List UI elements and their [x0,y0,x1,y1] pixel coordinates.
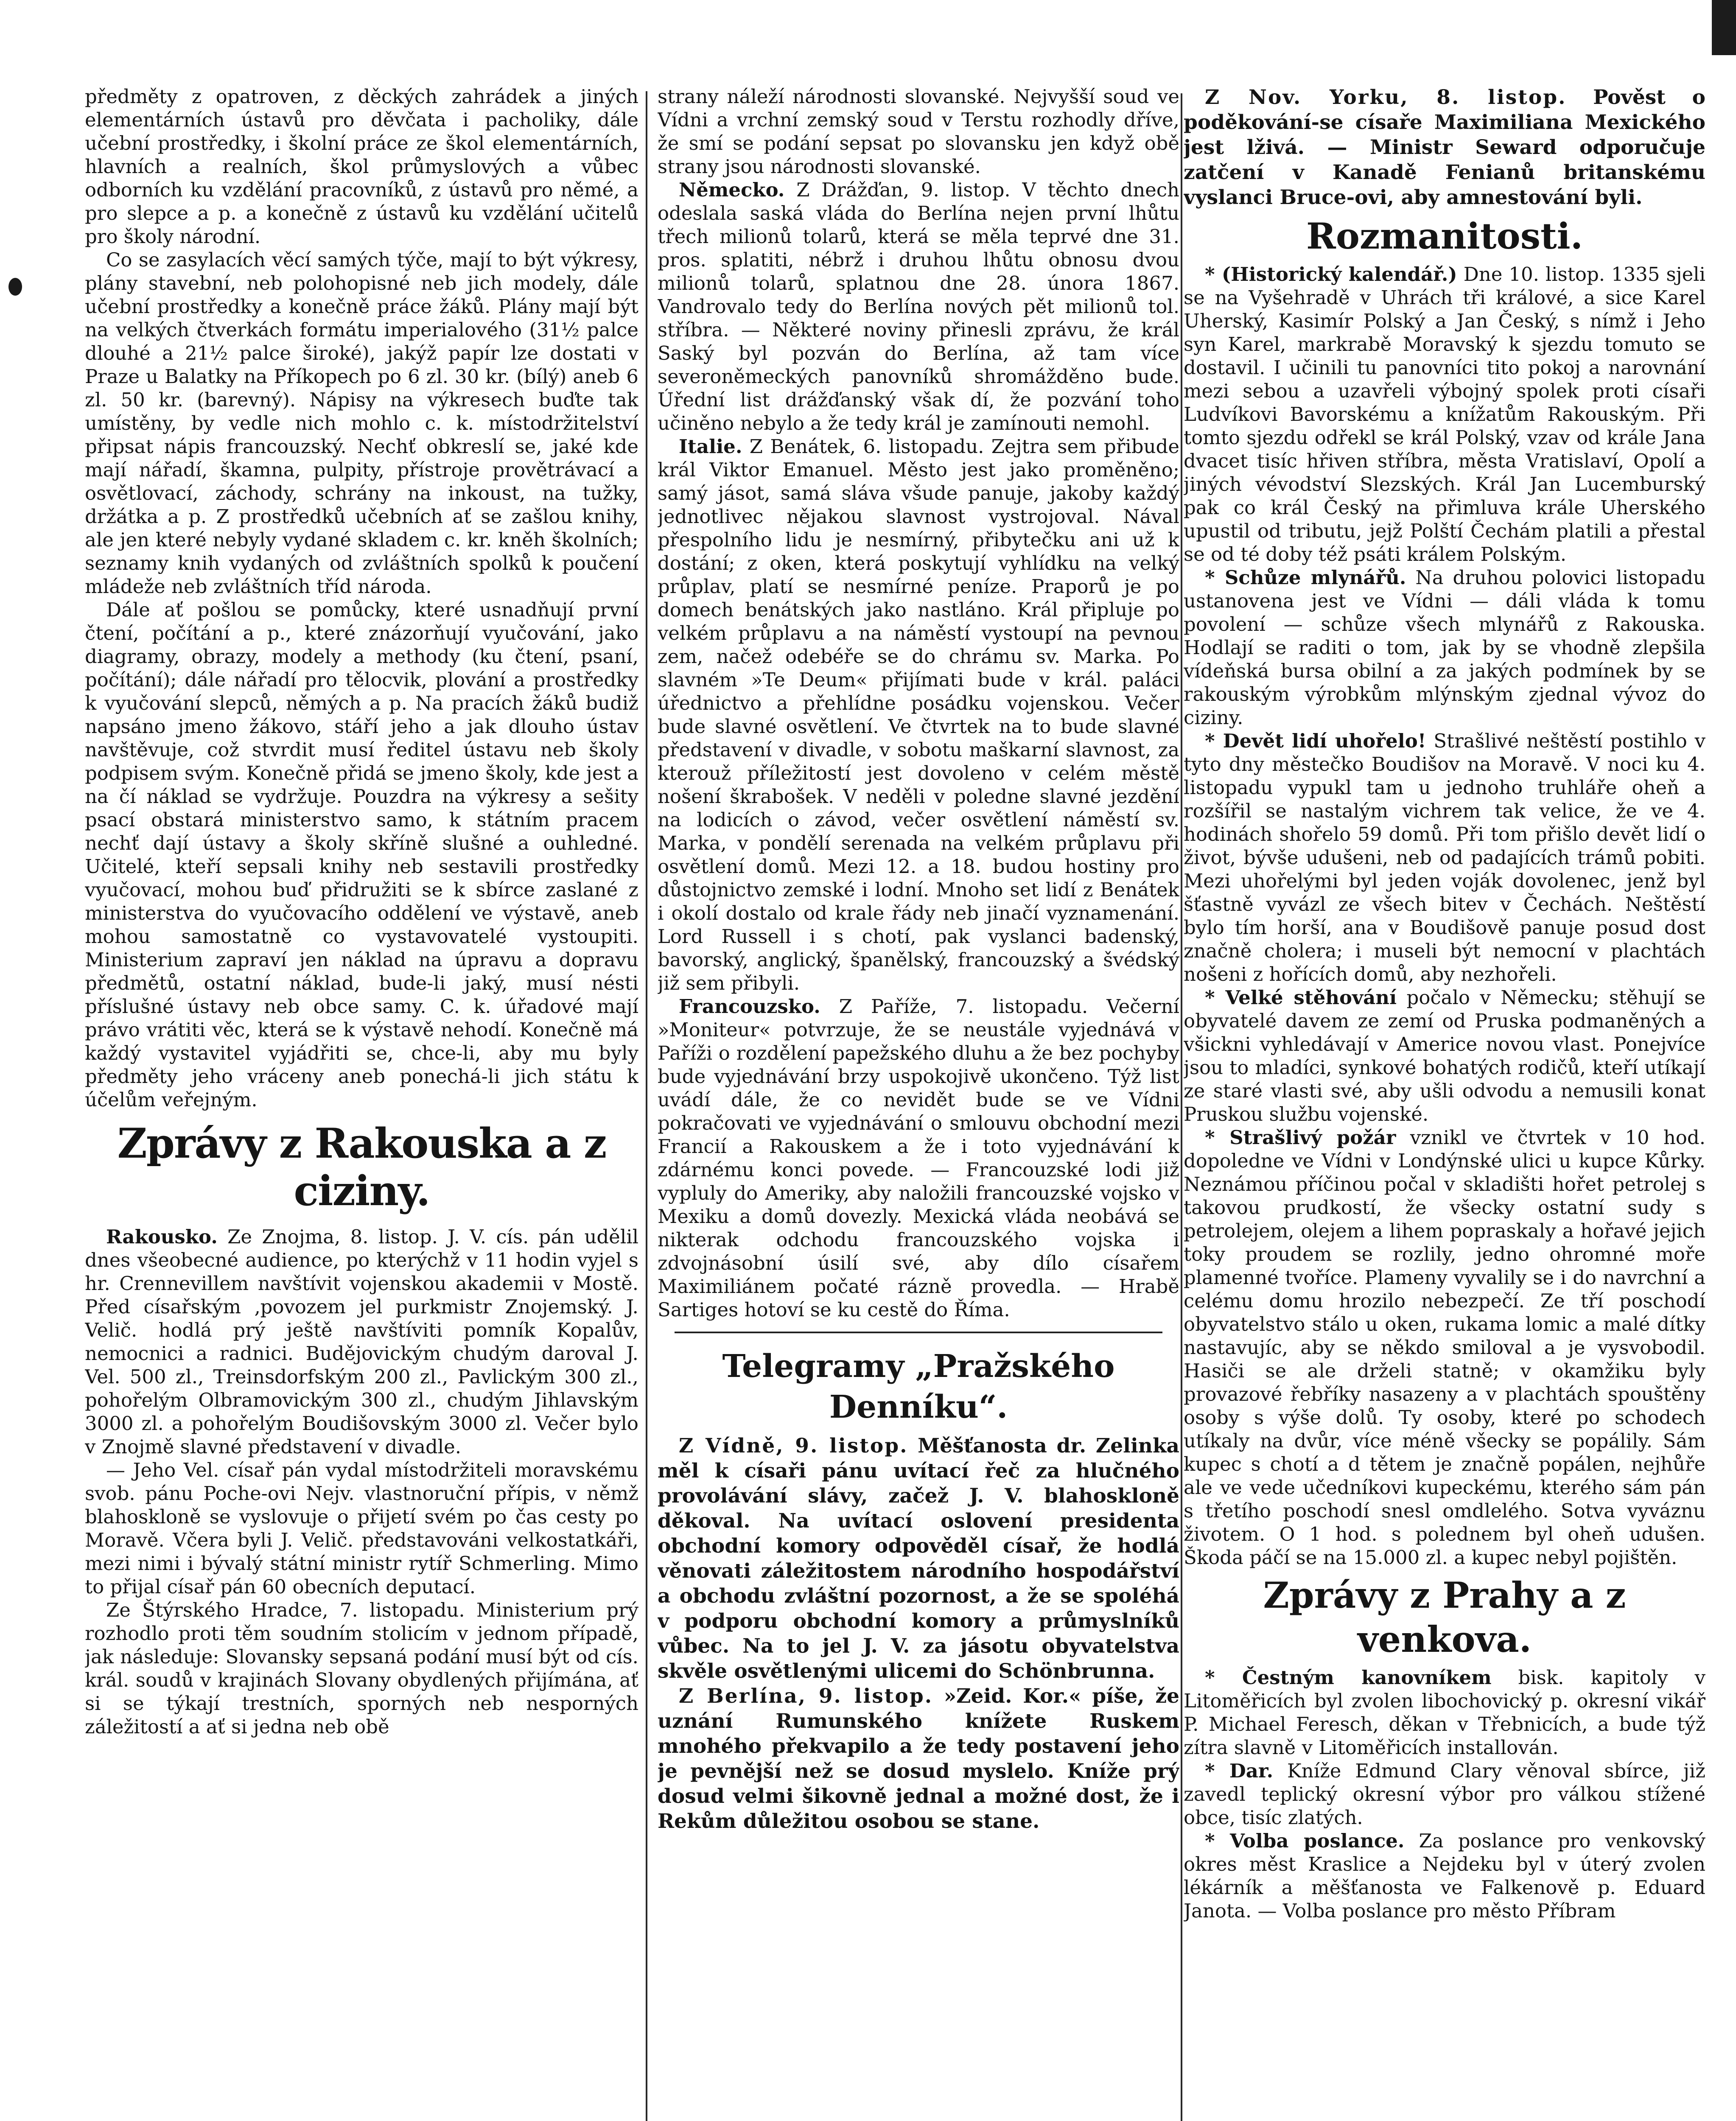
telegram-item [658,1684,1179,1834]
misc-item [1184,263,1705,566]
telegram-text: Měšťanosta dr. Zelinka měl k císaři pánu uvítací řeč za hlučného provolávání slávy, začež J. V. blahoskloně děkoval. Na uvítací oslovení presidenta obchodní komory odpověděl císař, že hodlá věnovati záležitostem národního hospodářství a obchodu zvláštní pozornost, a že se spoléhá v podporu obchodní komory a průmyslníků vůbec. Na to jel J. V. za jásotu obyvatelstva skvěle osvětlenými ulicemi do Schönbrunna. [658,1434,1179,1683]
local-text: bisk. kapitoly v Litoměřicích byl zvolen libochovický p. okresní vikář P. Michael Feresch, děkan v Třebnicích, a bude týž zítra slavně v Litoměřicích installován. [1184,1666,1705,1759]
article-paragraph: Co se zasylacích věcí samých týče, mají to být výkresy, plány stavební, neb polohopisné neb jich modely, dále učební prostředky a konečně práce žáků. Plány mají být na velkých čtverkách formátu imperialového (31½ palce dlouhé a 21½ palce široké), jakýž papír lze dostati v Praze u Balatky na Příkopech po 6 zl. 30 kr. (bílý) aneb 6 zl. 50 kr. (barevný). Nápisy na výkresech buďte tak umístěny, by vedle nich mohlo c. k. místodržitelství připsat nápis francouzský. Nechť obkreslí se, jaké kde mají nářadí, škamna, pulpity, přístroje provětrávací a osvětlovací, záchody, schrány na inkoust, na tužky, držátka a p. Z prostředků učebních ať se zašlou knihy, ale jen které nebyly vydané skladem c. kr. kněh školních; seznamy knih vydaných od zvláštních spolků k poučení mládeže neb zvláštních tříd národa. [85,249,638,598]
news-text: Z Drážďan, 9. listop. V těchto dnech odeslala saská vláda do Berlína nejen první lhůtu třech milionů tolarů, která se měla teprvé dne 31. pros. splatiti, nébrž i druhou lhůtu obnosu dvou milionů tolarů, splatnou dne 28. února 1867. Vandrovalo tedy do Berlína nových pět milionů tol. stříbra. — Některé noviny přinesli zprávu, že král Saský byl pozván do Berlína, až tam více severoněmeckých panovníků shromážděno bude. Úřední list drážďanský však dí, že pozvání toho učiněno nebylo a že tedy král je zamínouti nemohl. [658,179,1179,434]
news-lead: Francouzsko. [679,995,820,1018]
misc-text: Dne 10. listop. 1335 sjeli se na Vyšehradě v Uhrách tři králové, a sice Karel Uherský, Kasimír Polský a Jan Český, s nímž i Jeho syn Karel, markrabě Moravský k sjezdu tomuto se dostavil. I učinili tu panovníci tito pokoj a narovnání mezi sebou a uzavřeli výbojný spolek proti císaři Ludvíkovi Bavorskému a knížatům Rakouským. Při tomto sjezdu odřekl se král Polský, vzav od krále Jana dvacet tisíc hřiven stříbra, města Vratislaví, Opolí a jiných vévodství Slezských. Král Jan Lucemburský pak co král Český na přimluva krále Uherského upustil od tributu, jejž Polští Čechám platili a přestal se od té doby též psáti králem Polským. [1184,263,1705,565]
local-lead: * Volba poslance. [1205,1830,1405,1852]
local-text: Za poslance pro venkovský okres měst Kraslice a Nejdeku byl v úterý zvolen lékárník a měšťanosta ve Falkenově p. Eduard Janota. — Volba poslance pro město Příbram [1184,1830,1705,1922]
news-item [658,85,1179,178]
telegram-lead: Z Berlína, 9. listop. [679,1684,933,1708]
misc-text: vznikl ve čtvrtek v 10 hod. dopoledne ve Vídni v Londýnské ulici u kupce Kůrky. Neznámou příčinou počal v skladišti hořet petrolej s takovou prudkostí, že všecky ostatní sudy s petrolejem, olejem a lihem popraskaly a hořavé jejich toky proudem se rozlily, jedno ohromné moře plamenné tvoříce. Plameny vyvalily se i do navrchní a celému domu hrozilo nebezpečí. Ze tří poschodí obyvatelstvo stálo u oken, rukama lomic a malé dítky nastavujíc, aby se někdo smiloval a je vysvobodil. Hasiči se ale drželi statně; v okamžiku byly provazové řebříky nasazeny a v plachtách spouštěny osoby s výše dolů. Ty osoby, které po schodech utíkaly na dvůr, více méně všecky se popálily. Sám kupec s chotí a d tětem je značně popálen, nejhůře ale ve vede učedníkovi kupeckému, kterého sám pán s třetího poschodí snesl omdlelého. Sotva vyváznu životem. O 1 hod. s polednem byl oheň udušen. Škoda páčí se na 15.000 zl. a kupec nebyl pojištěn. [1184,1126,1705,1569]
telegram-item [658,1433,1179,1684]
column-3 [1184,85,1705,2121]
misc-lead: * Devět lidí uhořelo! [1205,730,1426,752]
news-item [85,1225,638,1458]
news-text: Ze Znojma, 8. listop. J. V. cís. pán udělil dnes všeobecné audience, po kterýchž v 11 hodin vyjel s hr. Crennevillem navštívit vojenskou akademii v Mostě. Před císařským ‚povozem jel purkmistr Znojemský. J. Velič. hodlá prý ještě navštíviti pomník Kopalův, nemocnici a radnici. Budějovickým chudým daroval J. Vel. 500 zl., Treinsdorfským 200 zl., Pavlickým 300 zl., pohořelým Olbramovickým 300 zl., chudým Jihlavským 3000 zl. a pohořelým Boudišovským 3000 zl. Večer bylo v Znojmě slavné představení v divadle. [85,1226,638,1458]
misc-lead: * (Historický kalendář.) [1205,263,1457,285]
misc-lead: * Schůze mlynářů. [1205,566,1406,589]
section-title-austria: Zprávy z Rakouska a z ciziny. [117,1119,606,1215]
article-paragraph: Dále ať pošlou se pomůcky, které usnadňují první čtení, počítání a p., které znázorňují vyučování, jako diagramy, obrazy, modely a methody (ku čtení, psaní, počítání); dále nářadí pro tělocvik, plování a prostředky k vyučování slepců, němých a p. Na pracích žáků budiž napsáno jmeno žákovo, stáří jeho a jak dlouho ústav navštěvuje, což stvrdit musí ředitel ústavu neb školy podpisem svým. Konečně přidá se jmeno školy, kde jest a na čí náklad se vydržuje. Pouzdra na výkresy a sešity psací obstará ministerstvo samo, k státním pracem nechť dají ústavy a školy skříně slušné a ouhledné. Učitelé, kteří sepsali knihy neb sestavili prostředky vyučovací, mohou buď přidružiti se k sbírce zaslané z ministerstva do vyučovacího oddělení ve výstavě, aneb mohou samostatně co vystavovatelé vystoupiti. Ministerium zapraví jen náklad na úpravu a dopravu předmětů, ostatní náklad, bude-li jaký, musí nésti příslušné ústavy neb obce samy. C. k. úřadové mají právo vrátiti věc, která se k výstavě nehodí. Konečně má každý vystavitel vyjádřiti se, chce-li, aby mu byly předměty jeho vráceny aneb ponechá-li jich státu k účelům veřejným. [85,599,638,1111]
misc-text: Strašlivé neštěstí postihlo v tyto dny městečko Boudišov na Moravě. V noci ku 4. listopadu vypukl tam u jednoho truhláře oheň a rozšířil se nastalým vichrem tak velice, že ve 4. hodinách shořelo 59 domů. Při tom přišlo devět lidí o život, bývše udušeni, neb od padajících trámů pobiti. Mezi uhořelými byl jeden voják dovolenec, jenž byl šťastně vyvázl ze všech bitev v Čechách. Neštěstí bylo tím horší, ana v Boudišově panuje posud dost značně cholera; i museli být nemocní v plachtách nošeni z hořících domů, aby nezhořeli. [1184,730,1705,985]
misc-text: počalo v Německu; stěhují se obyvatelé davem ze zemí od Pruska podmaněných a všickni vyhledávají v Americe novou vlast. Ponejvíce jsou to mladíci, synkové bohatých rodičů, kteří utíkají ze staré vlasti své, aby ušli odvodu a nemusili konat Pruskou službu vojenské. [1184,986,1705,1125]
misc-lead: * Velké stěhování [1205,986,1397,1009]
telegram-lead: Z Vídně, 9. listop. [679,1434,908,1458]
section-divider [675,1332,1162,1333]
news-lead: Italie. [679,435,742,458]
news-text: Ze Štýrského Hradce, 7. listopadu. Ministerium prý rozhodlo proti těm soudním stolicím v jednom případě, jak následuje: Slovansky sepsaná podání musí být od cís. král. soudů v krajinách Slovany obydlených přijímána, ať si se týkají trestních, sporných neb nesporných záležitostí a ať si jedna neb obě [85,1599,638,1738]
local-item [1184,1829,1705,1922]
column-rule-left [646,91,647,2121]
telegram-text: Pověst o poděkování-se císaře Maximiliana Mexického jest lživá. — Ministr Seward odporučuje zatčení v Kanadě Fenianů britanskému vyslanci Bruce-ovi, aby amnestování byli. [1184,86,1705,209]
column-1 [85,85,638,2121]
section-title-miscellany: Rozmanitosti. [1306,215,1583,257]
newyork-telegram [1184,85,1705,210]
news-item [658,178,1179,435]
news-item [658,995,1179,1321]
news-lead: Německo. [679,179,785,201]
telegram-text: »Zeid. Kor.« píše, že uznání Rumunského knížete Ruskem mnohého překvapilo a že tedy postavení jeho je pevnější než se dosud myslelo. Kníže prý dosud velmi šikovně jednal a možné dost, že i Rekům důležitou osobou se stane. [658,1684,1179,1833]
local-lead: * Čestným kanovníkem [1205,1666,1492,1689]
column-rule-right [1181,93,1182,2121]
local-lead: * Dar. [1205,1760,1274,1782]
news-text: Z Benátek, 6. listopadu. Zejtra sem přibude král Viktor Emanuel. Město jest jako proměněno; samý jásot, samá sláva všude panuje, jakoby každý jednotlivec nějakou slavnost vystrojoval. Nával přespolního lidu je nesmírný, přibytečku ani už k dostání; z oken, která poskytují vyhlídku na velký průplav, platí se nesmírné peníze. Praporů je po domech benátských jako nastláno. Král připluje po velkém průplavu a na náměstí vystoupí na pevnou zem, načež odebéře se do chrámu sv. Marka. Po slavném »Te Deum« přijímati bude v král. paláci úřednictvo a přehlídne posádku vojenskou. Večer bude slavné osvětlení. Ve čtvrtek na to bude slavné představení v divadle, v sobotu maškarní slavnost, za kterouž příležitostí jest dovoleno v celém městě nošení škrabošek. V neděli v poledne slavné jezdění na lodicích o závod, večer osvětlení náměstí sv. Marka, v pondělí serenada na velkém průplavu při osvětlení domů. Mezi 12. a 18. budou hostiny pro důstojnictvo zemské i lodní. Mnoho set lidí z Benátek i okolí dostalo od krale řády neb jinačí vyznamenání. Lord Russell i s chotí, pak vyslanci badenský, bavorský, anglický, španělský, francouzský a švédský již sem přibyli. [658,435,1179,994]
telegram-item [1184,85,1705,210]
local-text: Kníže Edmund Clary věnoval sbírce, již zavedl teplický okresní výbor pro válkou stížené obce, tisíc zlatých. [1184,1760,1705,1829]
section-title-prague: Zprávy z Prahy a z venkova. [1263,1574,1626,1660]
local-item [1184,1666,1705,1759]
binding-hole [8,278,22,296]
news-item [658,435,1179,995]
local-item [1184,1759,1705,1829]
misc-item [1184,1126,1705,1569]
scan-edge-mark [1712,0,1736,55]
news-item [85,1458,638,1598]
misc-text: Na druhou polovici listopadu ustanovena jest ve Vídni — dáli vláda k tomu povolení — schůze všech mlynářů z Rakouska. Hodlají se raditi o tom, jak by se vhodně zlepšila vídeňská bursa obilní a za jakých podmínek by se rakouským výrobkům mlýnským zjednal vývoz do ciziny. [1184,566,1705,729]
news-lead: Rakousko. [106,1226,218,1248]
misc-item [1184,986,1705,1126]
misc-item [1184,566,1705,729]
telegram-lead: Z Nov. Yorku, 8. listop. [1205,86,1567,109]
news-text: strany náleží národnosti slovanské. Nejvyšší soud ve Vídni a vrchní zemský soud v Terstu rozhodly dříve, že smí se podání sepsat po slovansku jen když obě strany jsou národnosti slovanské. [658,85,1179,178]
news-item [85,1598,638,1738]
news-text: — Jeho Vel. císař pán vydal místodržiteli moravskému svob. pánu Poche-ovi Nejv. vlastnoruční přípis, v němž blahoskloně se vyslovuje o přijetí svém po čas cesty po Moravě. Včera byli J. Velič. představováni velkostatkáři, mezi nimi i bývalý státní ministr rytíř Schmerling. Mimo to přijal císař pán 60 obecních deputací. [85,1459,638,1598]
telegram-list [658,1433,1179,1834]
misc-item [1184,729,1705,986]
telegram-title: Telegramy „Pražského Denníku“. [722,1348,1115,1425]
news-text: Z Paříže, 7. listopadu. Večerní »Moniteur« potvrzuje, že se neustále vyjednává v Paříži o rozdělení papežského dluhu a že bez pochyby bude vyjednávání brzy uspokojivě ukončeno. Týž list uvádí dále, že co nevidět bude se ve Vídni pokračovati ve vyjednávání o smlouvu obchodní mezi Francií a Rakouskem a že i toto vyjednávání k zdárnému konci povede. — Francouzské lodi již vypluly do Ameriky, aby naložili francouzské vojsko v Mexiku a domů dovezly. Mexická vláda neobává se nikterak odchodu francouzského vojska i zdvojnásobní úsilí své, aby dílo císařem Maximiliánem počaté rázně provedla. — Hrabě Sartiges hotoví se ku cestě do Říma. [658,995,1179,1321]
misc-lead: * Strašlivý požár [1205,1126,1396,1149]
column-2 [658,85,1179,2121]
article-paragraph: předměty z opatroven, z děckých zahrádek a jiných elementárních ústavů pro děvčata i pacholiky, dále učební prostředky, i školní práce ze škol elementárních, hlavních a realních, škol průmyslových a vůbec odborních ku vzdělání pracovníků, z ústavů pro němé, a pro slepce a p. a konečně z ústavů ku vzdělání učitelů pro školy národní. [85,85,638,248]
